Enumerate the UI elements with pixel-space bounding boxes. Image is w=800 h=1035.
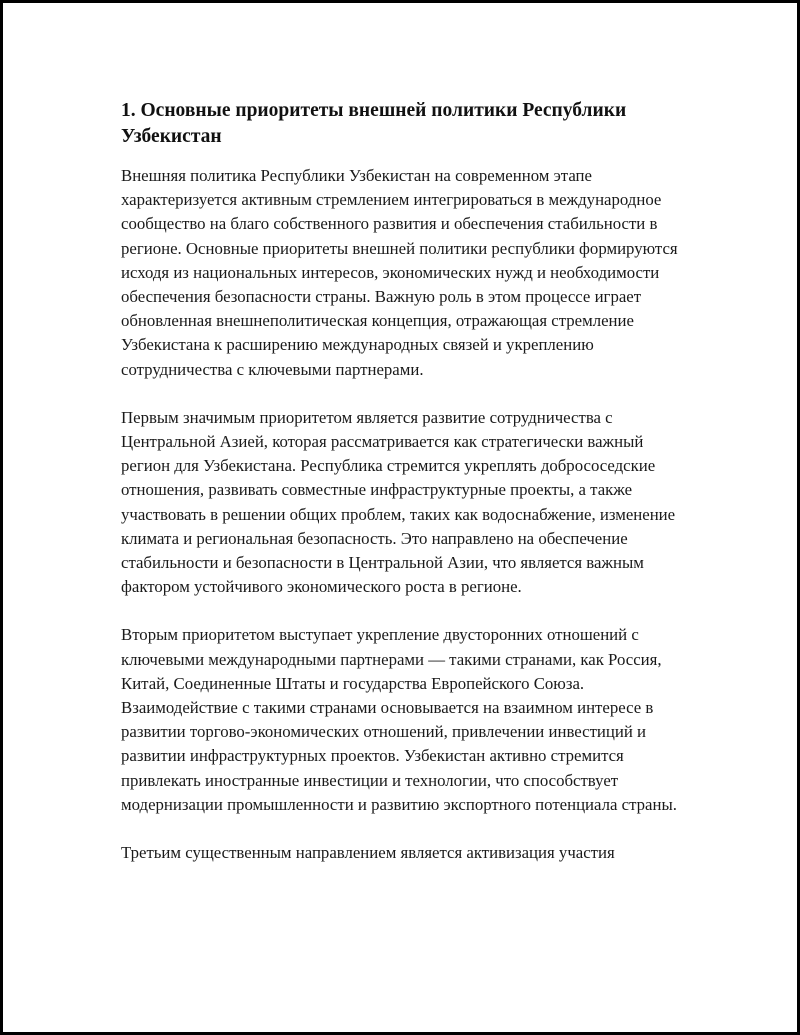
document-body — [121, 98, 691, 889]
paragraph-intro: Внешняя политика Республики Узбекистан на современном этапе характеризуется активным стремлением интегрироваться в международное сообщество на благо собственного развития и обеспечения стабильности в регионе. Основные приоритеты внешней политики республики формируются исходя из национальных интересов, экономических нужд и необходимости обеспечения безопасности страны. Важную роль в этом процессе играет обновленная внешнеполитическая концепция, отражающая стремление Узбекистана к расширению международных связей и укреплению сотрудничества с ключевыми партнерами. — [121, 166, 678, 379]
paragraph-central-asia: Первым значимым приоритетом является развитие сотрудничества с Центральной Азией, которая рассматривается как стратегически важный регион для Узбекистана. Республика стремится укреплять добрососедские отношения, развивать совместные инфраструктурные проекты, а также участвовать в решении общих проблем, таких как водоснабжение, изменение климата и региональная безопасность. Это направлено на обеспечение стабильности и безопасности в Центральной Азии, что является важным фактором устойчивого экономического роста в регионе. — [121, 407, 676, 597]
section-heading: 1. Основные приоритеты внешней политики Республики Узбекистан — [121, 100, 627, 147]
paragraph-bilateral-relations: Вторым приоритетом выступает укрепление двусторонних отношений с ключевыми международными партнерами — такими странами, как Россия, Китай, Соединенные Штаты и государства Европейского Союза. Взаимодействие с такими странами основывается на взаимном интересе в развитии торгово-экономических отношений, привлечении инвестиций и развитии инфраструктурных проектов. Узбекистан активно стремится привлекать иностранные инвестиции и технологии, что способствует модернизации промышленности и развитию экспортного потенциала страны. — [121, 625, 677, 814]
paragraph-third-direction: Третьим существенным направлением является активизация участия — [121, 843, 615, 863]
